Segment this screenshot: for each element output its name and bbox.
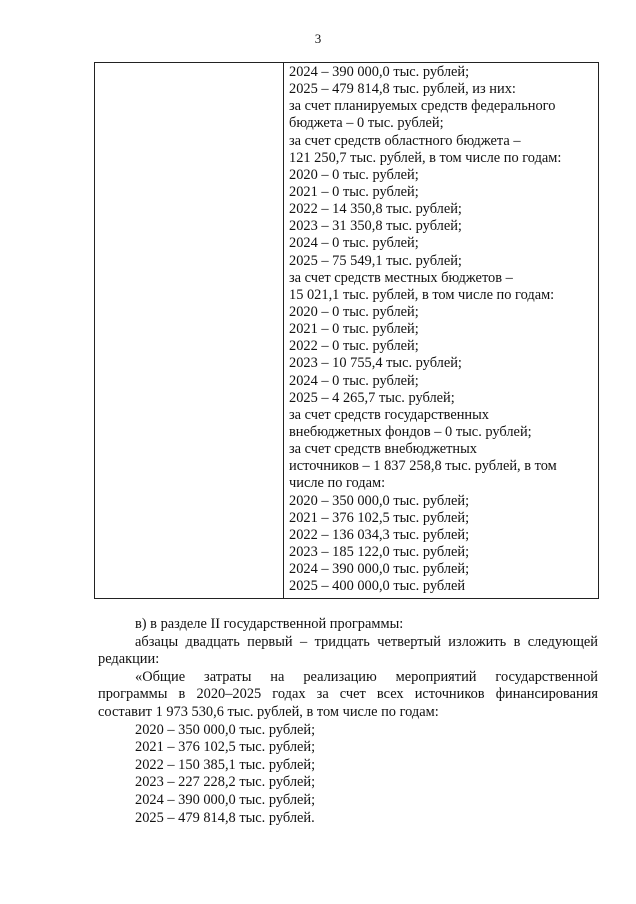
quote-line: составит 1 973 530,6 тыс. рублей, в том числе по годам: bbox=[98, 703, 439, 720]
table-line: 2025 – 75 549,1 тыс. рублей; bbox=[289, 252, 462, 269]
table-line: источников – 1 837 258,8 тыс. рублей, в том bbox=[289, 458, 557, 475]
table-line: 2021 – 0 тыс. рублей; bbox=[289, 183, 419, 200]
year-amount: 2022 – 150 385,1 тыс. рублей; bbox=[135, 756, 316, 773]
table-line: за счет средств государственных bbox=[289, 406, 489, 423]
table-left-cell bbox=[95, 63, 284, 598]
table-line: 2020 – 350 000,0 тыс. рублей; bbox=[289, 492, 470, 509]
table-line: за счет планируемых средств федерального bbox=[289, 98, 556, 115]
table-right-cell bbox=[284, 63, 598, 598]
table-line: бюджета – 0 тыс. рублей; bbox=[289, 115, 444, 132]
year-amount: 2024 – 390 000,0 тыс. рублей; bbox=[135, 791, 316, 808]
table-line: внебюджетных фондов – 0 тыс. рублей; bbox=[289, 423, 532, 440]
table-line: за счет средств местных бюджетов – bbox=[289, 269, 513, 286]
table-line: 121 250,7 тыс. рублей, в том числе по годам: bbox=[289, 149, 562, 166]
table-line: 2023 – 31 350,8 тыс. рублей; bbox=[289, 218, 462, 235]
table-line: 2024 – 390 000,0 тыс. рублей; bbox=[289, 561, 470, 578]
table-line: 2024 – 390 000,0 тыс. рублей; bbox=[289, 64, 470, 80]
table-line: 2021 – 376 102,5 тыс. рублей; bbox=[289, 509, 470, 526]
page-number: 3 bbox=[314, 31, 322, 46]
table-line: 2020 – 0 тыс. рублей; bbox=[289, 166, 419, 183]
table-line: 2023 – 185 122,0 тыс. рублей; bbox=[289, 543, 470, 560]
amendment-item-v: в) в разделе II государственной программы: bbox=[135, 616, 404, 632]
year-amount: 2025 – 479 814,8 тыс. рублей. bbox=[135, 809, 315, 826]
table-line: 2020 – 0 тыс. рублей; bbox=[289, 303, 419, 320]
table-line: 2025 – 400 000,0 тыс. рублей bbox=[289, 578, 466, 595]
funding-table bbox=[94, 62, 599, 599]
instruction-line: абзацы двадцать первый – тридцать четвертый изложить в следующей bbox=[135, 633, 598, 650]
quote-line: программы в 2020–2025 годах за счет всех источников финансирования bbox=[98, 686, 598, 703]
amendment-text bbox=[98, 616, 598, 827]
table-line: 2024 – 0 тыс. рублей; bbox=[289, 372, 419, 389]
table-line: 2025 – 479 814,8 тыс. рублей, из них: bbox=[289, 81, 516, 98]
table-line: за счет средств областного бюджета – bbox=[289, 132, 521, 149]
table-line: 2021 – 0 тыс. рублей; bbox=[289, 321, 419, 338]
table-line: 2024 – 0 тыс. рублей; bbox=[289, 235, 419, 252]
table-line: 2023 – 10 755,4 тыс. рублей; bbox=[289, 355, 462, 372]
instruction-line: редакции: bbox=[98, 651, 160, 668]
quote-line: «Общие затраты на реализацию мероприятий государственной bbox=[135, 668, 598, 685]
table-line: 2022 – 14 350,8 тыс. рублей; bbox=[289, 201, 462, 218]
year-amount: 2021 – 376 102,5 тыс. рублей; bbox=[135, 739, 316, 756]
table-line: 15 021,1 тыс. рублей, в том числе по годам: bbox=[289, 286, 555, 303]
table-line: за счет средств внебюджетных bbox=[289, 441, 477, 458]
table-line: 2022 – 0 тыс. рублей; bbox=[289, 338, 419, 355]
year-amount: 2020 – 350 000,0 тыс. рублей; bbox=[135, 721, 316, 738]
table-line: числе по годам: bbox=[289, 475, 386, 492]
year-amount: 2023 – 227 228,2 тыс. рублей; bbox=[135, 774, 316, 791]
table-line: 2022 – 136 034,3 тыс. рублей; bbox=[289, 526, 470, 543]
table-line: 2025 – 4 265,7 тыс. рублей; bbox=[289, 389, 455, 406]
